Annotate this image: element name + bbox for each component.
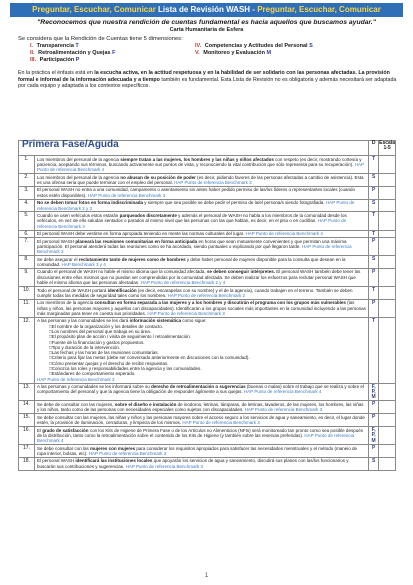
row-text: [35, 426, 369, 444]
row-text-part: Se debe asegurar el: [37, 256, 78, 262]
benchmark-link[interactable]: HAP Punto de referencia Benchmark 2: [167, 292, 246, 298]
banner-word: Escuchar,: [73, 5, 112, 14]
info-subitem: □ Cómo presentar quejas y el derecho de recibir respuestas.: [49, 361, 366, 366]
row-dimension-code: S: [369, 199, 379, 212]
checklist-row: [19, 156, 396, 174]
row-text: [35, 174, 369, 187]
info-subitem: □ Fuente de la financiación y gastos propuestos.: [49, 340, 366, 345]
row-dimension-code: S: [369, 174, 379, 187]
row-text-emphasis: información sistemática: [129, 318, 182, 324]
row-dimension-code: P: [369, 445, 379, 458]
row-text-emphasis: No se deben tomar fotos en forma indiscriminada: [37, 200, 144, 206]
row-text-part: (las niñas y niños, las personas mayores y aquellos con discapacidades). Identificarán a los grupos sociales más importantes en la comunidad incluyendo a las personas más marginadas para tener en cuenta sus prioridades.: [37, 300, 366, 316]
row-dimension-code: S: [369, 256, 379, 269]
row-scale-cell[interactable]: [379, 414, 396, 427]
dimension-name: Retroalimentación y Quejas: [38, 50, 111, 56]
row-text-emphasis: no abusan de su posición de poder: [120, 174, 196, 180]
motto-source: Carta Humanitaria de Esfera: [169, 27, 244, 33]
row-dimension-code: F, P, M: [369, 383, 379, 401]
row-number: 12.: [19, 317, 35, 383]
row-dimension-code: F, P, M: [369, 426, 379, 444]
checklist-row: [19, 426, 396, 444]
row-text-emphasis: parqueados discretamente: [119, 213, 177, 219]
info-subitem: □ Conozca los roles y responsabilidades entre la agencia y las comunidades.: [49, 366, 366, 371]
row-dimension-code: P: [369, 414, 379, 427]
row-text-emphasis: consultan en forma separada a las mujeres y a los hombres y discutirán el programa con los grupos más vulnerables: [94, 300, 346, 306]
row-scale-cell[interactable]: [379, 317, 396, 383]
row-scale-cell[interactable]: [379, 268, 396, 286]
row-text-part: para considerar los requisitos apropiados para satisfacer las necesidades menstruales y el método (maneio de ropa interior, bolsas, etc).: [37, 445, 357, 456]
row-scale-cell[interactable]: [379, 457, 396, 470]
benchmark-link[interactable]: HAP Punto de referencia Benchmark 2 y 3: [37, 200, 355, 211]
row-scale-cell[interactable]: [379, 212, 396, 230]
phase-title: Primera Fase/Aguda: [19, 141, 369, 156]
row-number: 5.: [19, 212, 35, 230]
dimension-roman: II.: [30, 50, 35, 56]
dimension-code: T: [75, 43, 79, 49]
row-text-part: A las personas y las comunidades se les dará: [37, 318, 129, 324]
paragraph-text: En la práctica el énfasis está en: [18, 70, 93, 76]
dimension-item: [195, 43, 313, 50]
row-number: 15.: [19, 414, 35, 427]
row-dimension-code: T: [369, 286, 379, 299]
row-scale-cell[interactable]: [379, 156, 396, 174]
benchmark-link[interactable]: HAP Benchmark 3 y 4: [61, 261, 106, 267]
benchmark-link[interactable]: HAP Punto de referencia Benchmark 3: [182, 420, 260, 426]
row-text: [35, 401, 369, 414]
row-text-part: El personal WASH debe vestirse en forma apropiada teniendo en mente las normas culturales del lugar.: [37, 231, 245, 237]
row-text: [35, 286, 369, 299]
row-text-part: El personal WASH: [37, 458, 75, 464]
row-text: [35, 317, 369, 383]
row-text-emphasis: grado de satisfacción: [42, 427, 89, 433]
row-dimension-code: T: [369, 317, 379, 383]
row-number: 3.: [19, 186, 35, 199]
row-text-emphasis: sobre el diseño e instalación: [114, 402, 177, 408]
row-dimension-code: T: [369, 230, 379, 237]
row-scale-cell[interactable]: [379, 426, 396, 444]
row-text-part: Todo el personal de WASH portará: [37, 287, 107, 293]
checklist-table: [18, 140, 396, 471]
column-header-dimension: D: [369, 141, 379, 156]
dimension-item: [195, 50, 271, 57]
benchmark-link[interactable]: HAP Punto de referencia Benchmark 4: [37, 161, 364, 173]
row-scale-cell[interactable]: [379, 383, 396, 401]
row-scale-cell[interactable]: [379, 199, 396, 212]
row-text-part: El personal WASH también debe tener las discusiones entre ellos mismos que no puedan ser comprendidas por la comunidad afectada. Se deben realizar los esfuerzos para reclutar personal WASH que hable el mismo idioma que las personas afectadas.: [37, 269, 361, 286]
dimension-roman: V.: [195, 50, 200, 56]
row-text-part: Se debe de consultar con las mujeres,: [37, 402, 114, 408]
row-number: 11.: [19, 299, 35, 317]
checklist-row: [19, 199, 396, 212]
row-scale-cell[interactable]: [379, 299, 396, 317]
checklist-row: [19, 445, 396, 458]
row-text-part: y debe haber personal de mujeres disponible para la consulta que desean en la comunidad.: [37, 256, 346, 267]
checklist-rows: [19, 156, 396, 471]
row-number: 10.: [19, 286, 35, 299]
row-text-part: que apoyarán los servicios de agua y saneamiento, discutirá sus planes con las/los funcionarios y buscarán sus contribuciones y sugerencias.: [37, 458, 349, 469]
row-scale-cell[interactable]: [379, 256, 396, 269]
row-dimension-code: P: [369, 268, 379, 286]
row-text: [35, 268, 369, 286]
dimension-name: Participación: [39, 57, 75, 63]
benchmark-link[interactable]: HAP Punto de referencia Benchmark 3: [87, 192, 166, 198]
benchmark-link[interactable]: HAP Punto de referencia Benchmark 3: [37, 218, 347, 229]
row-text: [35, 230, 369, 237]
banner-title: Lista de Revisión WASH -: [158, 5, 255, 14]
checklist-row: [19, 317, 396, 383]
row-text: [35, 199, 369, 212]
dimension-name: Competencias y Actitudes del Personal: [204, 43, 308, 49]
row-text: [35, 445, 369, 458]
dimension-item: [30, 57, 79, 64]
row-dimension-code: P: [369, 401, 379, 414]
row-number: 18.: [19, 457, 35, 470]
paragraph-emphasis: la escucha activa, en la actitud respetuosa y en la habilidad de ser solidario con las personas afectadas.: [94, 70, 357, 76]
checklist-row: [19, 230, 396, 237]
row-number: 8.: [19, 256, 35, 269]
row-text-emphasis: siempre tratan a las mujeres, los hombres y las niñas y niños afectados: [120, 156, 274, 162]
info-subitem: □ El nombre de la organización y los detalles de contacto.: [49, 324, 366, 329]
row-text: [35, 457, 369, 470]
info-subitem: □ Tipo y duración de la intervención.: [49, 345, 366, 350]
row-text-emphasis: identificará las instituciones locales: [75, 458, 153, 464]
row-number: 9.: [19, 268, 35, 286]
benchmark-link[interactable]: HAP Punto de referencia Benchmark 4: [37, 432, 355, 444]
checklist-row: [19, 174, 396, 187]
row-dimension-code: P: [369, 186, 379, 199]
row-text-part: en horas que sean mutuamente convenientes y que permitan una máxima participación. El personal atenderá todas las reuniones como se ha acordado, siendo puntuales o explicando por qué llegaron tarde.: [37, 238, 347, 249]
title-banner: [10, 3, 403, 17]
checklist-row: [19, 256, 396, 269]
checklist-row: [19, 401, 396, 414]
row-scale-cell[interactable]: [379, 186, 396, 199]
intro-text: Se considera que la Rendición de Cuentas tiene 5 dimensiones:: [18, 36, 183, 42]
row-text-part: El: [37, 427, 42, 433]
benchmark-link[interactable]: HAP Punto de referencia Benchmark 3: [88, 450, 167, 456]
dimension-name: Monitoreo y Evaluación: [203, 50, 265, 56]
checklist-row: [19, 237, 396, 255]
benchmark-link[interactable]: HAP Punto de referencia Benchmark 4: [245, 231, 323, 237]
row-text-part: con respeto (es decir, mostrando cortesía y paciencia, aceptando sus términos, buscando activamente sus puntos de vista, y reconociendo la vital contribución que sólo representa para su recuperación).: [37, 156, 362, 167]
row-text-emphasis: mujeres con mujeres: [90, 445, 136, 451]
info-subitem: □ Los nombres del personal que trabaja en su área.: [49, 329, 366, 334]
row-text-part: Se debe consultar con las: [37, 445, 89, 451]
row-number: 1.: [19, 156, 35, 174]
phase-header-row: [19, 141, 396, 156]
row-text-part: Cuando se usen vehículos estos estarán: [37, 213, 119, 219]
row-dimension-code: T: [369, 156, 379, 174]
column-header-scale: Escala 1-5: [379, 141, 396, 156]
row-text-part: Los miembros del personal de la agencia: [37, 174, 120, 180]
intro-paragraph: [18, 70, 398, 98]
checklist-row: [19, 383, 396, 401]
page-number: 1: [204, 573, 209, 579]
banner-word: Comunicar: [114, 5, 156, 14]
benchmark-link[interactable]: HAP Punto de referencia Benchmark 3: [37, 376, 115, 382]
row-text-emphasis: planeará las reuniones comunitarias en forma anticipada: [75, 238, 198, 244]
row-text: [35, 156, 369, 174]
dimension-item: [30, 43, 79, 50]
row-text-part: de inodoros, letrinas, lámparas, de letrinas, lavaderos, de las mujeres, los hombres, las niñas y los niños, tanto como de las personas con necesidades especiales como sujetos con discapacidades.: [37, 402, 364, 413]
row-text: [35, 414, 369, 427]
row-text: [35, 299, 369, 317]
dimension-code: S: [309, 43, 313, 49]
dimension-roman: I.: [30, 43, 34, 49]
motto-quote: "Reconocemos que nuestra rendición de cuentas fundamental es hacia aquellos que buscamos ayudar.": [37, 19, 376, 26]
row-scale-cell[interactable]: [379, 445, 396, 458]
row-scale-cell[interactable]: [379, 174, 396, 187]
banner-word: Comunicar: [339, 5, 381, 14]
row-scale-cell[interactable]: [379, 230, 396, 237]
checklist-row: [19, 268, 396, 286]
row-number: 2.: [19, 174, 35, 187]
info-subitem: □ Criterio para fijar las metas (debe ser conversado anteriormente en discusiones con la comunidad).: [49, 355, 366, 360]
row-text: [35, 383, 369, 401]
checklist-row: [19, 457, 396, 470]
row-text: [35, 256, 369, 269]
row-text-part: Los miembros del personal de la agencia: [37, 156, 120, 162]
dimension-roman: III.: [30, 57, 37, 63]
dimension-item: [30, 50, 115, 57]
row-text: [35, 186, 369, 199]
row-text-part: como sigue:: [182, 318, 207, 324]
info-subitem: □ Las fechas y las horas de las reuniones comunitarias.: [49, 350, 366, 355]
benchmark-link[interactable]: HAP Punto de referencia Benchmark 3: [244, 407, 323, 413]
row-scale-cell[interactable]: [379, 286, 396, 299]
row-text-part: Los miembros de la agencia: [37, 300, 94, 306]
row-text-part: A las personas y comunidades se les informará sobre su: [37, 384, 150, 390]
row-text: [35, 212, 369, 230]
row-scale-cell[interactable]: [379, 401, 396, 414]
row-text-part: (es decir, escarapelas con su nombre) y el de la agencia), cuando trabajen en el terreno. También se deben cumplir todas las medidas de seguridad tales como los nombres.: [37, 287, 353, 298]
row-text-part: (es decir, pidiendo favores de las personas afectadas a cambio de asistencia). Esta es una ofensa seria que puede terminar con el empleo del personal.: [37, 174, 364, 185]
checklist-row: [19, 212, 396, 230]
row-text: [35, 237, 369, 255]
row-text-emphasis: se deben conseguir intérpretes.: [206, 269, 275, 275]
row-number: 4.: [19, 199, 35, 212]
benchmark-link[interactable]: HAP Punto de referencia Benchmark 3: [174, 179, 252, 185]
checklist-row: [19, 299, 396, 317]
info-subitem: □ El propósito plan de acción / visita de seguimiento / retroalimentación.: [49, 334, 366, 339]
row-text-emphasis: identificación: [107, 287, 137, 293]
row-dimension-code: P: [369, 237, 379, 255]
row-text-part: Se debe consultar con las mujeres, las niñas y niños y las personas mayores sobre el acceso seguro a los servicios de agua y saneamiento, es decir, el lugar donde estén, la provisión de iluminación, cerraduras, y limpieza de los mismos.: [37, 414, 365, 426]
info-subitem: □ Estándares de comportamiento esperado.: [49, 371, 366, 376]
row-text-part: y siempre que sea posible se debe pedir el permiso de la/el persona/s siendo fotografiada.: [144, 200, 325, 206]
row-dimension-code: S: [369, 457, 379, 470]
banner-word: Escuchar,: [299, 5, 337, 14]
row-text-part: El personal WASH no entra a una comunidad, campamento o asentamiento sin antes haber pedido permiso de las/los líderes o representantes locales (cuando estos estén disponibles).: [37, 187, 356, 198]
benchmark-link[interactable]: HAP Punto de referencia Benchmark 4: [243, 389, 322, 395]
benchmark-link[interactable]: HAP Punto de referencia Benchmark 3: [125, 463, 204, 469]
row-text-emphasis: derecho de retroalimentación o sugerencias: [151, 384, 246, 390]
benchmark-link[interactable]: HAP Punto de referencia Benchmark 3: [147, 310, 225, 316]
row-dimension-code: P: [369, 299, 379, 317]
row-scale-cell[interactable]: [379, 237, 396, 255]
dimension-roman: IV.: [195, 43, 202, 49]
row-number: 13.: [19, 383, 35, 401]
dimension-code: P: [75, 57, 80, 63]
row-number: 7.: [19, 237, 35, 255]
benchmark-link[interactable]: HAP Punto de referencia Benchmark 2 y 4: [140, 280, 226, 286]
row-text-part: con los Kits de Higiene de Primera Fase o de los Artículos no Alimenticios (NFIs) será monitoreado tan pronto como sea posible después de la distribución, tanto como la retroalimentación sobre el contenido de los Kits de Higiene (y también sobre las reservas preferidas).: [37, 427, 363, 438]
row-number: 14.: [19, 401, 35, 414]
checklist-row: [19, 414, 396, 427]
benchmark-link[interactable]: HAP Punto de referencia Benchmark 3: [37, 243, 352, 255]
row-number: 6.: [19, 230, 35, 237]
dimension-name: Transparencia: [36, 43, 74, 49]
dimension-code: M: [266, 50, 272, 56]
checklist-row: [19, 186, 396, 199]
row-text-part: y además el personal de WASH no habla a los miembros de la comunidad desde los vehículos, en vez de ello saludan sentados o parados al mismo nivel que las personas con las que hablan, es decir, en el piso o en cuclillas.: [37, 213, 347, 224]
paragraph-text: también es fundamental. Esta Lista de Revisión no es obligatoria y además necesitará ser adaptada por cada equipo y adaptada a los contextos específicos.: [18, 76, 397, 90]
row-text-part: Cuando el personal de WASH no hable el mismo idioma que la comunidad afectada,: [37, 269, 206, 275]
checklist-row: [19, 286, 396, 299]
banner-word: Preguntar,: [257, 5, 297, 14]
banner-word: Preguntar,: [32, 5, 72, 14]
dimension-code: F: [112, 50, 116, 56]
row-text-emphasis: reclutamiento tanto de mujeres como de hombres: [78, 256, 186, 262]
row-number: 17.: [19, 445, 35, 458]
paragraph-emphasis: La provisión formal e informal de la información adecuada y a tiempo: [18, 70, 390, 83]
row-text-part: El personal WASH: [37, 238, 75, 244]
row-number: 16.: [19, 426, 35, 444]
row-text-part: (buenas o malas) sobre el trabajo que se realiza y sobre el comportamiento del personal y que la agencia tiene la obligación de responder ágilmente a sus quejas.: [37, 384, 364, 395]
info-sublist: [37, 324, 366, 377]
row-dimension-code: T: [369, 212, 379, 230]
